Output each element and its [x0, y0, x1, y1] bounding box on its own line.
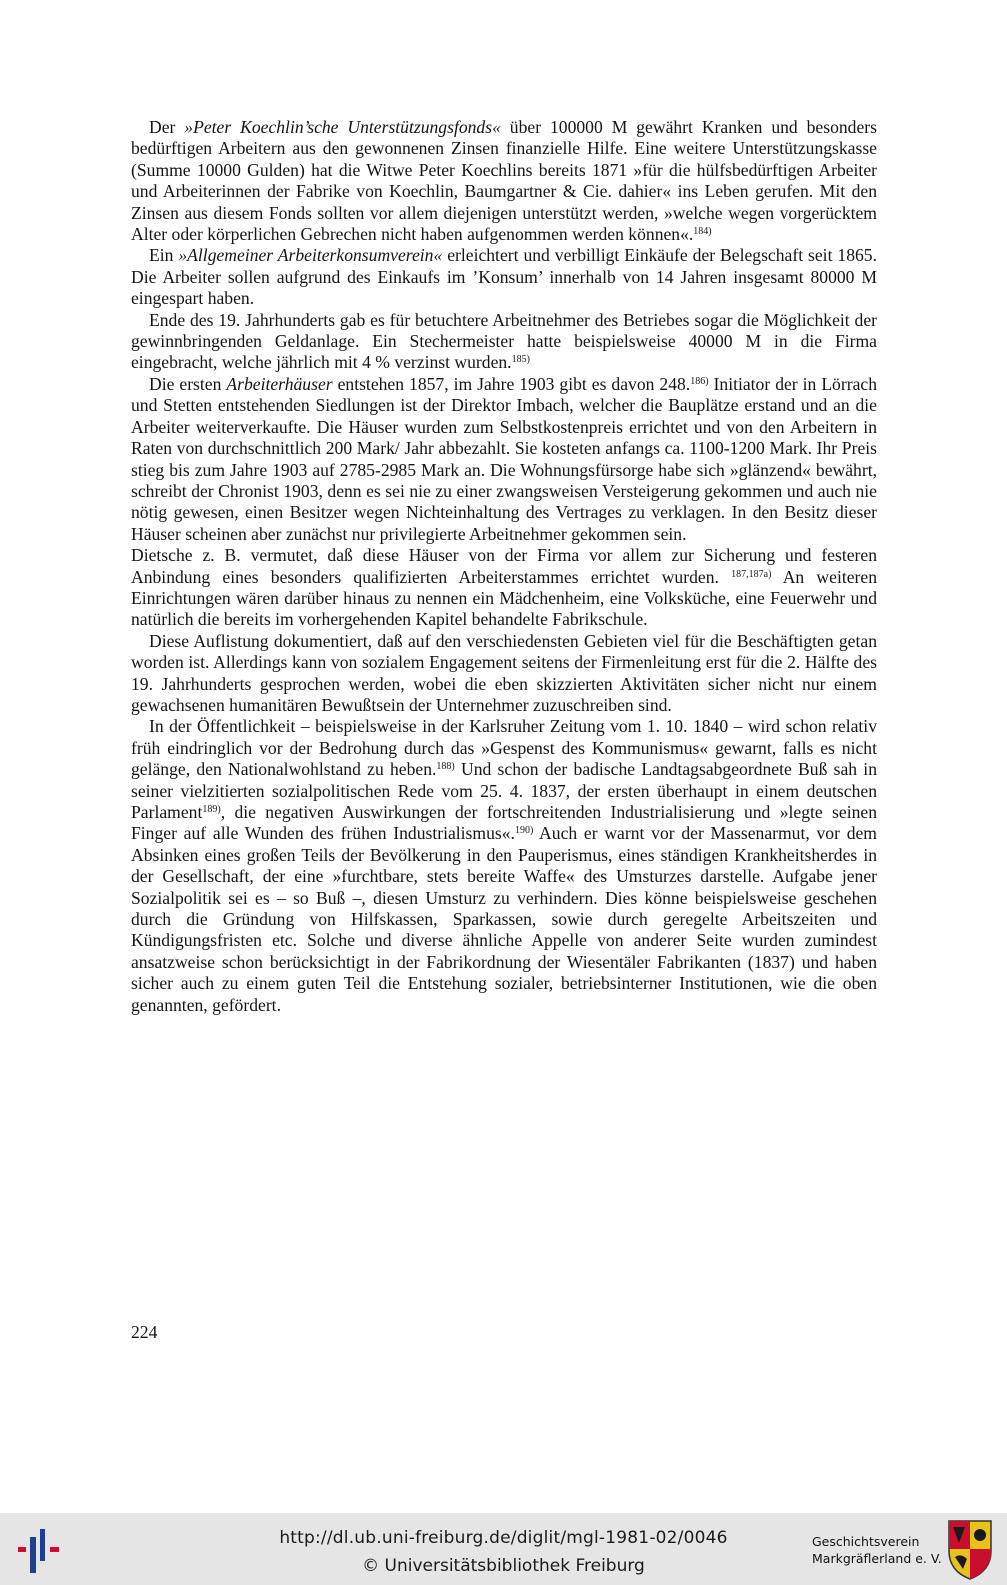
coat-of-arms-icon [945, 1517, 995, 1581]
text-run: Die ersten [149, 373, 227, 394]
footnote-ref: 186) [690, 375, 709, 387]
footnote-ref: 190) [514, 825, 534, 837]
footnote-ref: 185) [511, 354, 530, 366]
footnote-ref: 189) [202, 804, 221, 815]
text-run: Initiator der in Lörrach und Stetten entstehenden Siedlungen ist der Direktor Imbach, welcher die Bauplätze erstand und an die Arbeiter weiterverkaufte. Die Häuser wurden zum Selbstkostenpreis errichtet und von den Arbeitern in Raten von durchschnittlich 200 Mark/ Jahr abbezahlt. Sie kosteten anfangs ca. 1100-1200 Mark. Ihr Preis stieg bis zum Jahre 1903 auf 2785-2985 Mark an. Die Wohnungsfürsorge habe sich »glänzend« bewährt, schreibt der Chronist 1903, denn es sei nie zu einer zwangsweisen Versteigerung gekommen und auch nie nötig gewesen, einen Besitzer wegen Nichteinhaltung des Vertrages zu verklagen. In den Besitz dieser Häuser scheinen aber zunächst nur privilegierte Arbeitnehmer gekommen sein. [131, 373, 877, 544]
text-run: An weiteren Einrichtungen wären darüber hinaus zu nennen ein Mädchenheim, eine Volksküche, eine Feuerwehr und natürlich die bereits im vorhergehenden Kapitel behandelte Fabrikschule. [131, 566, 877, 630]
paragraph [131, 545, 877, 631]
text-run: Dietsche z. B. vermutet, daß diese Häuser von der Firma vor allem zur Sicherung und festeren Anbindung eines besonders qualifizierten Arbeiterstammes errichtet wurden. [131, 545, 877, 587]
page-number: 224 [131, 1322, 158, 1342]
paragraph [131, 245, 877, 309]
paragraph [131, 117, 877, 245]
text-run: Und schon der badische Landtagsabgeordnete Buß sah in seiner vielzitierten sozialpolitischen Rede vom 25. 4. 1837, der ersten überhaupt in einem deutschen Parlament [131, 759, 877, 822]
paragraph [131, 716, 877, 1016]
text-run: Diese Auflistung dokumentiert, daß auf den verschiedensten Gebieten viel für die Beschäftigten getan worden ist. Allerdings kann von sozialem Engagement seitens der Firmenleitung erst für die 2. Hälfte des 19. Jahrhunderts gesprochen werden, wobei die eben skizzierten Aktivitäten sicher nicht nur einem gewachsenen humanitären Bewußtsein der Unternehmer zuzuschreiben sind. [131, 630, 877, 715]
society-name [812, 1533, 942, 1567]
text-run: Auch er warnt vor der Massenarmut, vor dem Absinken eines großen Teils der Bevölkerung in den Pauperismus, eines ständigen Krankheitsherdes in der Gesellschaft, der eine »furchtbare, stets bereite Waffe« des Umsturzes darstelle. Aufgabe jener Sozialpolitik sei es – so Buß –, diesen Umsturz zu verhindern. Dies könne beispielsweise geschehen durch die Gründung von Hilfskassen, Sparkassen, sowie durch geregelte Arbeitszeiten und Kündigungsfristen etc. Solche und diverse ähnliche Appelle von anderer Seite wurden zumindest ansatzweise schon berücksichtigt in der Fabrikordnung der Wiesentäler Fabrikanten (1837) und haben sicher auch zu einem guten Teil die Entstehung sozialer, betriebsinterner Institutionen, wie die oben genannten, gefördert. [131, 823, 877, 1015]
text-run: über 100000 M gewährt Kranken und besonders bedürftigen Arbeitern aus den gewonnenen Zinsen finanzielle Hilfe. Eine weitere Unterstützungskasse (Summe 10000 Gulden) hat die Witwe Peter Koechlins bereits 1871 »für die hülfsbedürftigen Arbeiter und Arbeiterinnen der Fabrike von Koechlin, Baumgartner & Cie. dahier« ins Leben gerufen. Mit den Zinsen aus diesem Fonds sollten vor allem diejenigen unterstützt werden, »welche wegen vorgerücktem Alter oder körperlichen Gebrechen nicht haben aufgenommen werden können«. [131, 117, 877, 245]
italic-term: »Peter Koechlin’sche Unterstützungsfonds« [184, 117, 501, 137]
text-run: , die negativen Auswirkungen der fortschreitenden Industrialisierung und »legte seinen Finger auf alle Wunden des frühen Industrialismus«. [131, 802, 877, 844]
society-line-1: Geschichtsverein [812, 1534, 920, 1549]
paragraph [131, 310, 877, 374]
society-line-2: Markgräflerland e. V. [812, 1551, 942, 1566]
paragraph [131, 374, 877, 545]
footer-copyright: © Universitätsbibliothek Freiburg [362, 1556, 645, 1576]
paragraph [131, 631, 877, 717]
text-run: erleichtert und verbilligt Einkäufe der Belegschaft seit 1865. Die Arbeiter sollen aufgrund des Einkaufs im ’Konsum’ innerhalb von 14 Jahren insgesamt 80000 M eingespart haben. [131, 245, 877, 309]
footer-bar [0, 1513, 1007, 1585]
footnote-ref: 187,187a) [731, 568, 772, 580]
text-run: Ende des 19. Jahrhunderts gab es für betuchtere Arbeitnehmer des Betriebes sogar die Möglichkeit der gewinnbringenden Geldanlage. Ein Stechermeister hatte beispielsweise 40000 M in die Firma eingebracht, welche jährlich mit 4 % verzinst wurden. [131, 309, 877, 373]
text-run: In der Öffentlichkeit – beispielsweise in der Karlsruher Zeitung vom 1. 10. 1840 – wird schon relativ früh eindringlich vor der Bedrohung durch das »Gespenst des Kommunismus« gewarnt, falls es nicht gelänge, den Nationalwohlstand zu heben. [131, 716, 877, 780]
text-run: Ein [149, 245, 179, 266]
text-run: Der [149, 117, 185, 137]
footnote-ref: 184) [693, 226, 712, 238]
italic-term: »Allgemeiner Arbeiterkonsumverein« [178, 245, 443, 266]
footer-url[interactable]: http://dl.ub.uni-freiburg.de/diglit/mgl-1981-02/0046 [279, 1528, 728, 1548]
body-text [131, 117, 877, 1016]
italic-term: Arbeiterhäuser [226, 373, 333, 394]
footnote-ref: 188) [436, 761, 455, 773]
text-run: entstehen 1857, im Jahre 1903 gibt es davon 248. [332, 373, 691, 394]
